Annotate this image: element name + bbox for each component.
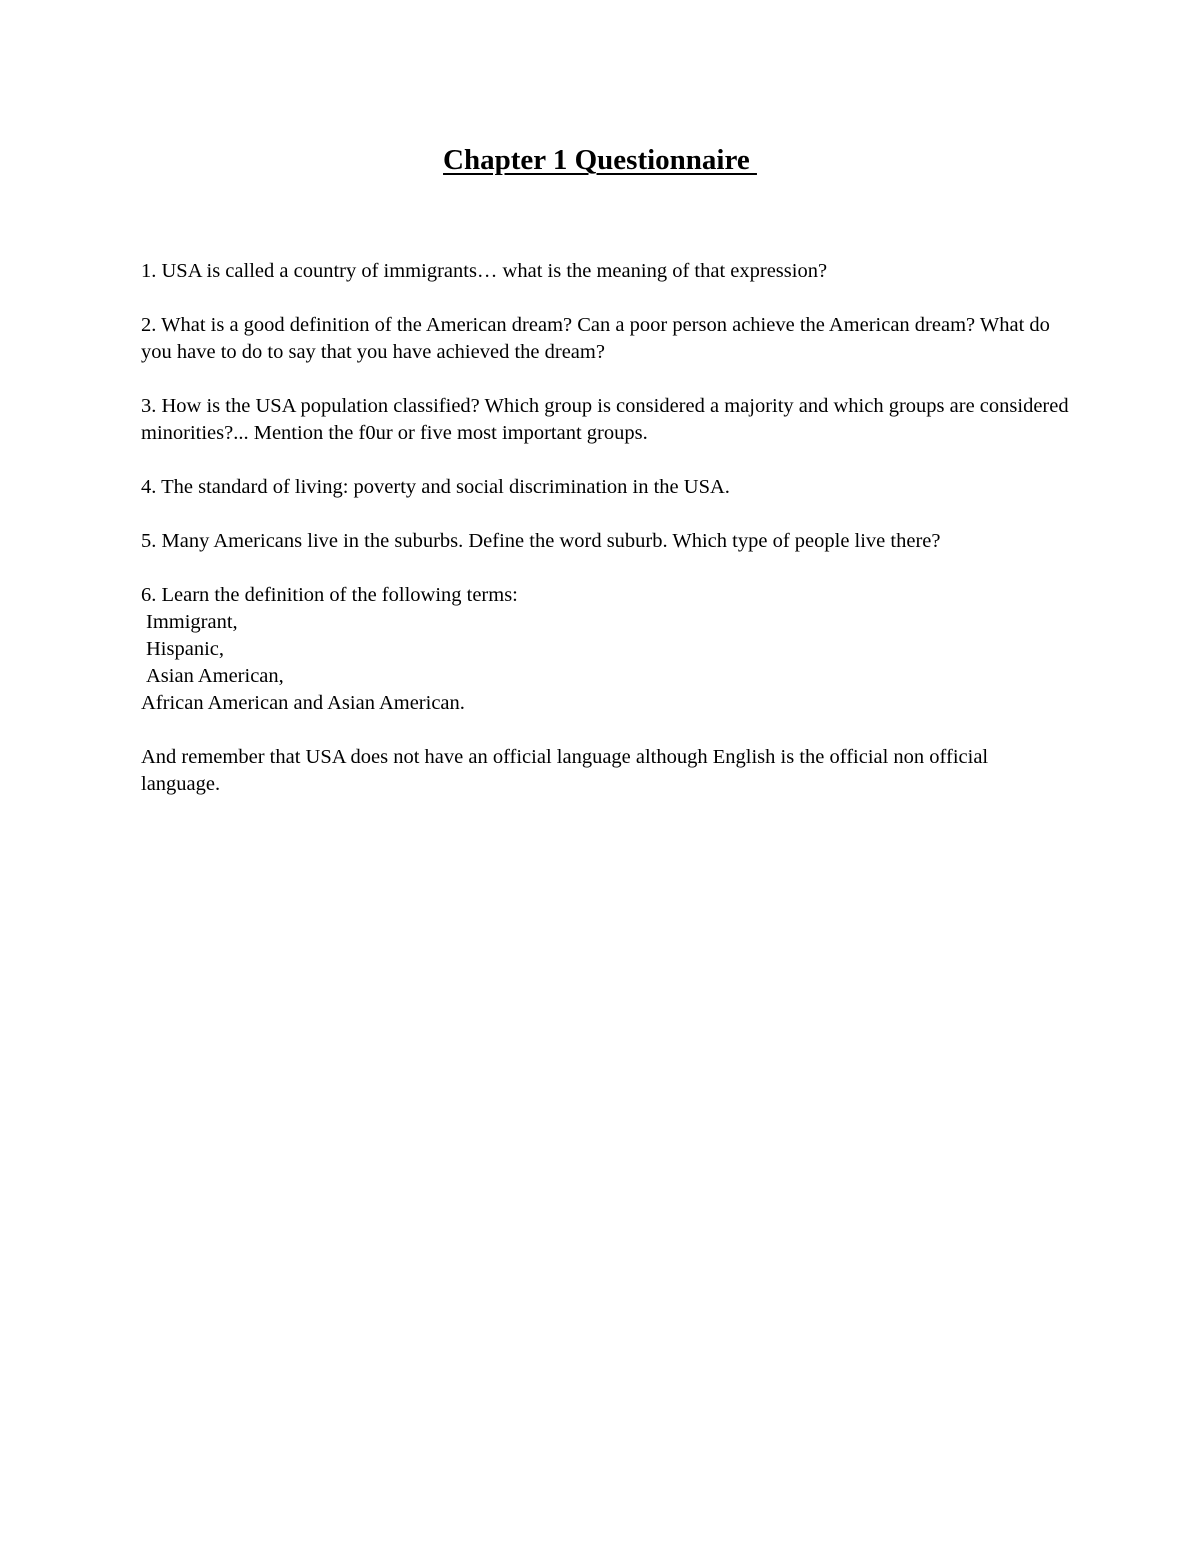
term-immigrant: Immigrant, — [146, 611, 238, 633]
closing-remark: And remember that USA does not have an official language although English is the official non official language. — [141, 746, 989, 795]
term-asian-american: Asian American, — [146, 665, 284, 687]
question-3: 3. How is the USA population classified? Which group is considered a majority and which groups are considered minorities?... Mention the f0ur or five most important groups. — [141, 395, 1069, 444]
term-african-american: African American and Asian American. — [141, 692, 465, 714]
document-body — [141, 258, 1071, 798]
page-title-text: Chapter 1 Questionnaire — [443, 144, 757, 176]
question-1: 1. USA is called a country of immigrants… what is the meaning of that expression? — [141, 260, 828, 282]
question-4: 4. The standard of living: poverty and social discrimination in the USA. — [141, 476, 730, 498]
term-hispanic: Hispanic, — [146, 638, 224, 660]
question-2: 2. What is a good definition of the American dream? Can a poor person achieve the American dream? What do you have to do to say that you have achieved the dream? — [141, 314, 1050, 363]
page-title — [0, 140, 1200, 180]
spacer — [141, 717, 1071, 744]
question-6: 6. Learn the definition of the following terms: — [141, 584, 518, 606]
question-5: 5. Many Americans live in the suburbs. Define the word suburb. Which type of people live there? — [141, 530, 941, 552]
